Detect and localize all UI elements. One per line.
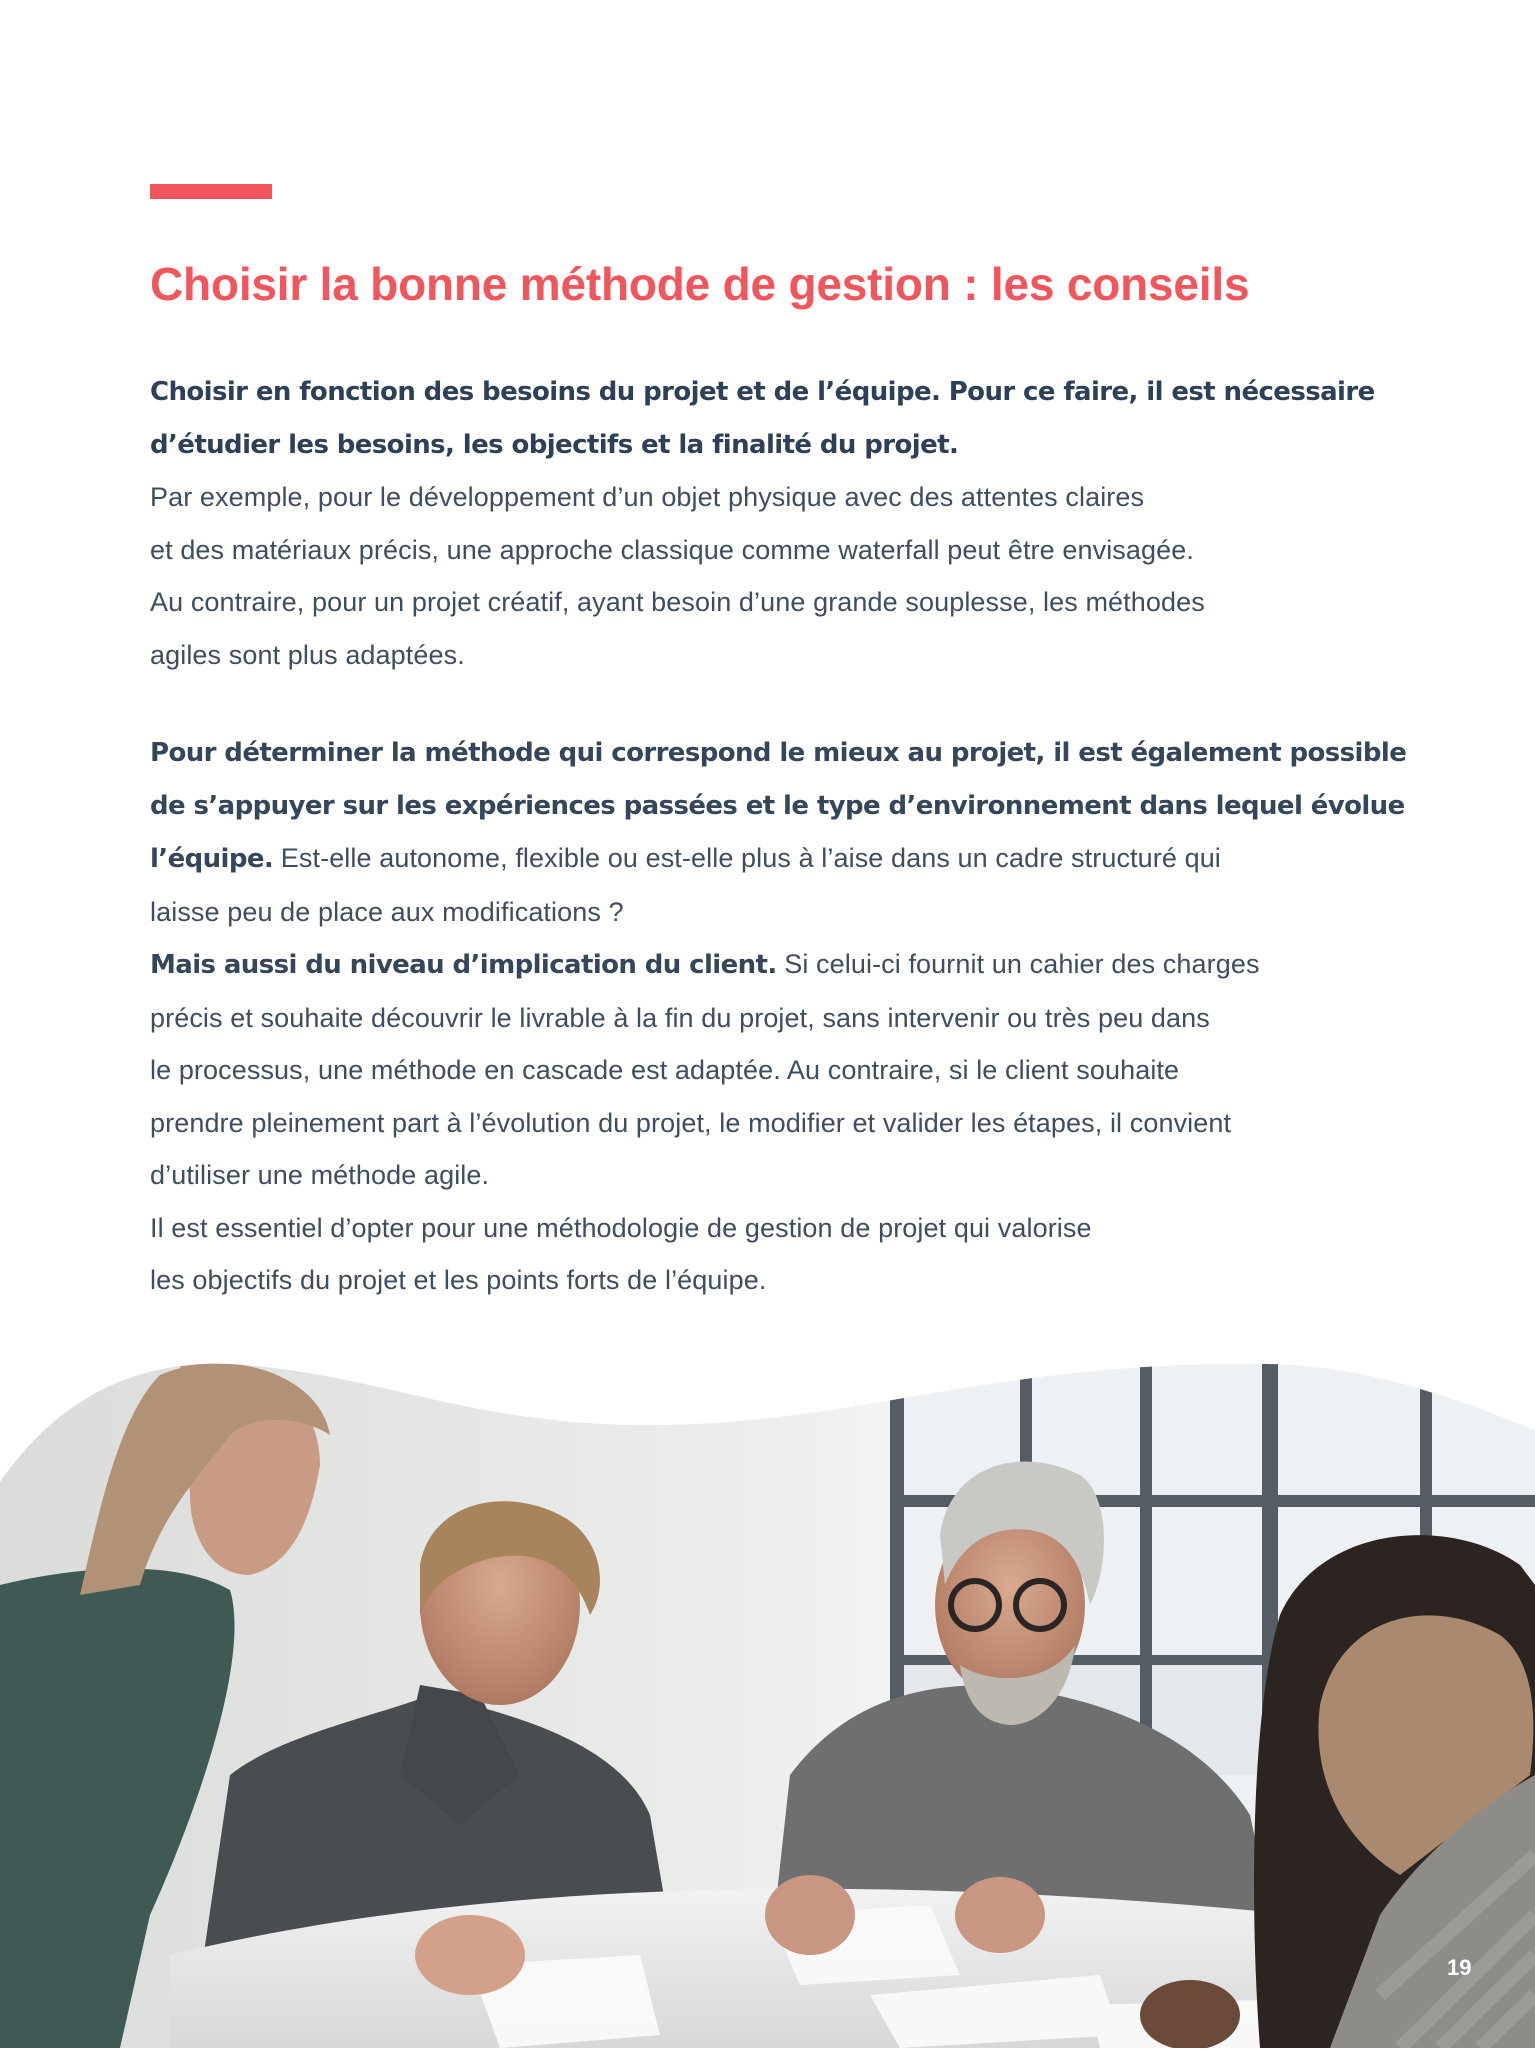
lead-text: de s’appuyer sur les expériences passées et le type d’environnement dans lequel évolue (150, 790, 1405, 821)
lead-text: l’équipe. (150, 844, 274, 874)
lead-text: Pour déterminer la méthode qui correspond le mieux au projet, il est également possible (150, 738, 1407, 768)
body-line: Il est essentiel d’opter pour une méthodologie de gestion de projet qui valorise (150, 1212, 1092, 1243)
body-line: laisse peu de place aux modifications ? (150, 896, 624, 927)
section-besoins (150, 366, 1410, 681)
lead-text-client: Mais aussi du niveau d’implication du client. (150, 950, 777, 980)
accent-bar (150, 184, 272, 199)
body-line: Par exemple, pour le développement d’un objet physique avec des attentes claires (150, 482, 1145, 512)
body-line: le processus, une méthode en cascade est adaptée. Au contraire, si le client souhaite (150, 1055, 1180, 1085)
section-experiences (150, 727, 1410, 1307)
body-line: prendre pleinement part à l’évolution du projet, le modifier et valider les étapes, il convient (150, 1107, 1232, 1138)
page-title: Choisir la bonne méthode de gestion : les conseils (150, 258, 1250, 310)
body-line: Au contraire, pour un projet créatif, ayant besoin d’une grande souplesse, les méthodes (150, 587, 1205, 617)
body-line: d’utiliser une méthode agile. (150, 1160, 490, 1190)
body-line: précis et souhaite découvrir le livrable à la fin du projet, sans intervenir ou très peu dans (150, 1002, 1210, 1033)
body-line: agiles sont plus adaptées. (150, 639, 465, 670)
body-line: Est-elle autonome, flexible ou est-elle plus à l’aise dans un cadre structuré qui (273, 843, 1221, 873)
lead-text: Choisir en fonction des besoins du projet et de l’équipe. Pour ce faire, il est nécessaire (150, 377, 1375, 407)
page-number: 19 (1447, 1955, 1472, 1980)
body-line: les objectifs du projet et les points forts de l’équipe. (150, 1265, 767, 1295)
lead-text: d’étudier les besoins, les objectifs et la finalité du projet. (150, 429, 959, 460)
body-line: Si celui-ci fournit un cahier des charges (776, 949, 1260, 979)
body-line: et des matériaux précis, une approche classique comme waterfall peut être envisagée. (150, 534, 1194, 565)
team-photo (0, 1355, 1535, 2048)
